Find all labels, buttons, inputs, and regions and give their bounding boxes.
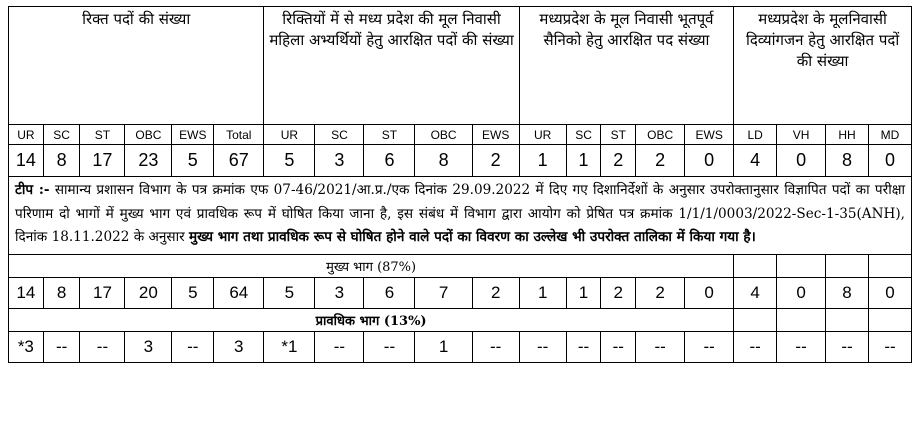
empty-cell [826,254,869,277]
cell: *3 [9,331,44,362]
cell: 1 [519,277,566,308]
sub-header: ST [601,125,636,145]
cell: -- [43,331,80,362]
cell: 64 [214,277,264,308]
cell: -- [636,331,685,362]
cell: 0 [777,277,826,308]
empty-cell [734,254,777,277]
cell: 14 [9,145,44,177]
cell: -- [826,331,869,362]
cell: 0 [685,145,734,177]
cell: 8 [43,277,80,308]
sub-header-row [9,125,912,145]
cell: -- [519,331,566,362]
cell: 8 [43,145,80,177]
cell: 2 [601,145,636,177]
cell: *1 [264,331,315,362]
provisional-label-row [9,308,912,331]
cell: 17 [80,277,125,308]
sub-header: SC [43,125,80,145]
cell: 2 [472,277,519,308]
sub-header: ST [80,125,125,145]
main-part-label-row [9,254,912,277]
cell: 2 [601,277,636,308]
cell: 3 [315,145,364,177]
cell: 5 [264,145,315,177]
empty-cell [777,254,826,277]
cell: 1 [519,145,566,177]
sub-header: SC [315,125,364,145]
group-header-row [9,7,912,125]
sub-header: UR [9,125,44,145]
cell: 5 [264,277,315,308]
empty-cell [826,308,869,331]
sub-header: ST [364,125,415,145]
sub-header: HH [826,125,869,145]
cell: 0 [868,145,911,177]
cell: -- [566,331,601,362]
sub-header: OBC [125,125,172,145]
cell: 17 [80,145,125,177]
reservation-table [8,6,912,363]
sub-header: EWS [472,125,519,145]
group-header-vacancies: रिक्त पदों की संख्या [9,7,264,125]
cell: 67 [214,145,264,177]
note-cell [9,177,912,255]
main-part-label: मुख्य भाग (87%) [9,254,734,277]
cell: -- [172,331,214,362]
cell: 0 [868,277,911,308]
cell: 8 [415,145,472,177]
cell: 4 [734,277,777,308]
cell: 6 [364,145,415,177]
note-prefix: टीप :- [15,182,50,198]
cell: 1 [566,145,601,177]
sub-header: UR [519,125,566,145]
cell: 0 [685,277,734,308]
sub-header: OBC [415,125,472,145]
empty-cell [734,308,777,331]
cell: -- [777,331,826,362]
sub-header: Total [214,125,264,145]
sub-header: EWS [685,125,734,145]
cell: 5 [172,277,214,308]
cell: -- [601,331,636,362]
sub-header: LD [734,125,777,145]
cell: 7 [415,277,472,308]
cell: 3 [125,331,172,362]
cell: -- [868,331,911,362]
cell: 20 [125,277,172,308]
cell: 1 [566,277,601,308]
cell: -- [685,331,734,362]
cell: 2 [636,145,685,177]
cell: -- [472,331,519,362]
note-bold: मुख्य भाग तथा प्रावधिक रूप से घोषित होने वाले पदों का विवरण का उल्लेख भी उपरोक्त तालिका में किया गया है। [189,229,756,245]
main-part-row [9,277,912,308]
note-row [9,177,912,255]
sub-header: MD [868,125,911,145]
sub-header: EWS [172,125,214,145]
empty-cell [777,308,826,331]
cell: 0 [777,145,826,177]
provisional-row [9,331,912,362]
cell: 5 [172,145,214,177]
cell: 3 [315,277,364,308]
cell: -- [364,331,415,362]
cell: 4 [734,145,777,177]
cell: 2 [472,145,519,177]
cell: 14 [9,277,44,308]
sub-header: UR [264,125,315,145]
group-header-ex-servicemen: मध्यप्रदेश के मूल निवासी भूतपूर्व सैनिको हेतु आरक्षित पद संख्या [519,7,733,125]
sub-header: OBC [636,125,685,145]
cell: 23 [125,145,172,177]
cell: 8 [826,145,869,177]
sub-header: VH [777,125,826,145]
note-body: सामान्य प्रशासन विभाग के पत्र क्रमांक एफ 07-46/2021/आ.प्र./एक दिनांक 29.09.2022 में दिए गए दिशानिर्देशों के अनुसार उपरोक्तानुसार विज्ञापित पदों का परीक्षा परिणाम दो भागों में मुख्य भाग एवं प्रावधिक रूप में घोषित किया जाना है, इस संबंध में विभाग द्वारा आयोग को प्रेषित पत्र क्रमांक 1/1/1/0003/2022-Sec-1-35(ANH), दिनांक 18.11.2022 के अनुसार [15,182,905,245]
cell: -- [734,331,777,362]
sub-header: SC [566,125,601,145]
cell: 3 [214,331,264,362]
cell: 2 [636,277,685,308]
empty-cell [868,254,911,277]
cell: 6 [364,277,415,308]
empty-cell [868,308,911,331]
cell: -- [80,331,125,362]
group-header-disabled: मध्यप्रदेश के मूलनिवासी दिव्यांगजन हेतु आरक्षित पदों की संख्या [734,7,912,125]
group-header-women: रिक्तियों में से मध्य प्रदेश की मूल निवासी महिला अभ्यर्थियों हेतु आरक्षित पदों की संख्या [264,7,519,125]
cell: -- [315,331,364,362]
cell: 1 [415,331,472,362]
total-row [9,145,912,177]
provisional-label: प्रावधिक भाग (13%) [9,308,734,331]
cell: 8 [826,277,869,308]
